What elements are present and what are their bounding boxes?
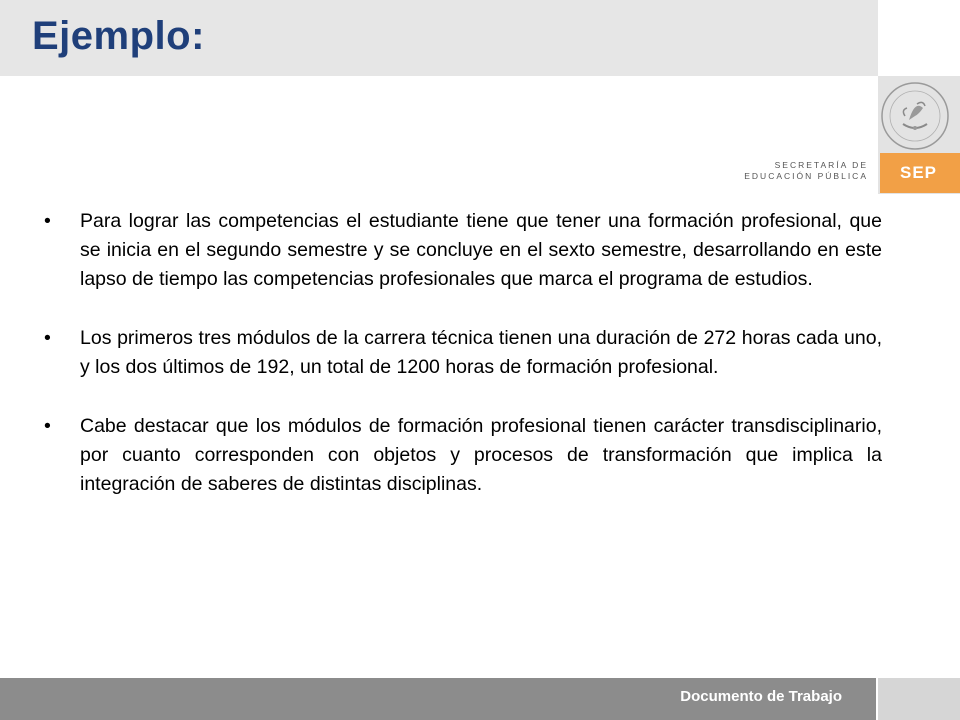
bullet-item [44, 324, 882, 382]
bullet-marker: • [44, 327, 51, 349]
footer-corner [878, 678, 960, 720]
bullet-list [44, 207, 882, 529]
bullet-item [44, 207, 882, 294]
bullet-item [44, 412, 882, 499]
secretaria-line-2: EDUCACIÓN PÚBLICA [744, 171, 868, 181]
bullet-text: Cabe destacar que los módulos de formación profesional tienen carácter transdisciplinario, por cuanto corresponden con objetos y procesos de transformación que implica la integración de saberes de distintas disciplinas. [80, 415, 882, 495]
secretaria-line-1: SECRETARÍA DE [774, 160, 868, 170]
footer-label: Documento de Trabajo [680, 688, 842, 705]
bullet-marker: • [44, 415, 51, 437]
bullet-text: Los primeros tres módulos de la carrera técnica tienen una duración de 272 horas cada uno, y los dos últimos de 192, un total de 1200 horas de formación profesional. [80, 327, 882, 378]
slide-title: Ejemplo: [32, 14, 205, 58]
secretaria-label [738, 160, 868, 182]
mexican-seal-logo [879, 80, 951, 152]
title-bar [0, 0, 878, 76]
footer-bar [0, 678, 876, 720]
bullet-marker: • [44, 210, 51, 232]
bullet-text: Para lograr las competencias el estudiante tiene que tener una formación profesional, que se inicia en el segundo semestre y se concluye en el sexto semestre, desarrollando en este lapso de tiempo las competencias profesionales que marca el programa de estudios. [80, 210, 882, 290]
sep-badge: SEP [880, 153, 960, 193]
